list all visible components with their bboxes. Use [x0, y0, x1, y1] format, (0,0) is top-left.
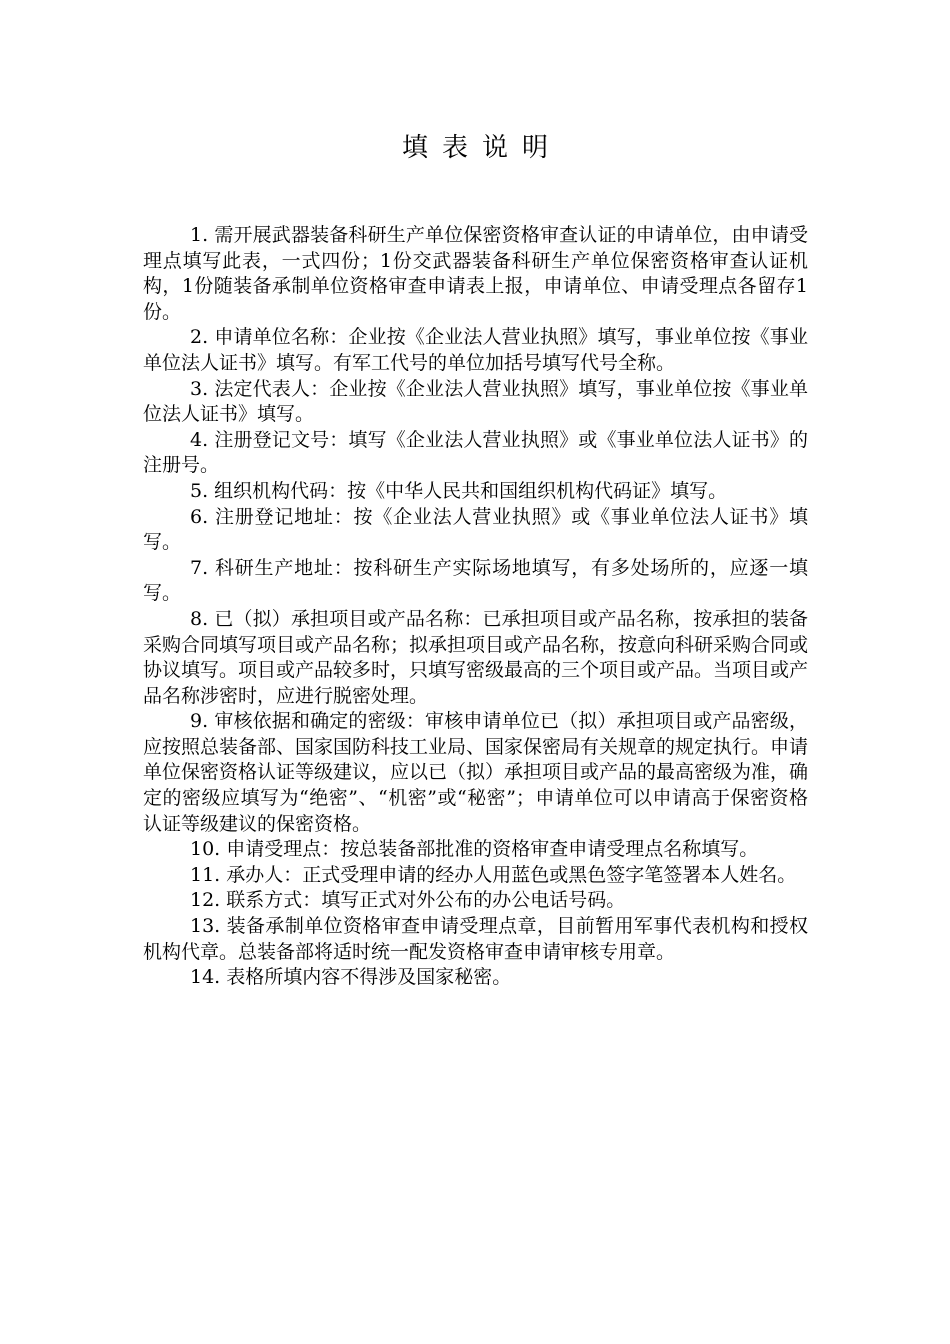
instruction-item-7: 7. 科研生产地址：按科研生产实际场地填写，有多处场所的，应逐一填写。 — [143, 556, 808, 605]
instruction-item-9: 9. 审核依据和确定的密级：审核申请单位已（拟）承担项目或产品密级，应按照总装备部、国家国防科技工业局、国家保密局有关规章的规定执行。申请单位保密资格认证等级建议，应以已（拟）承担项目或产品的最高密级为准，确定的密级应填写为“绝密”、“机密”或“秘密”；申请单位可以申请高于保密资格认证等级建议的保密资格。 — [143, 710, 809, 835]
instruction-item-4: 4. 注册登记文号：填写《企业法人营业执照》或《事业单位法人证书》的注册号。 — [143, 428, 808, 477]
instruction-item-6: 6. 注册登记地址：按《企业法人营业执照》或《事业单位法人证书》填写。 — [143, 505, 808, 554]
instruction-item-14: 14. 表格所填内容不得涉及国家秘密。 — [190, 966, 512, 989]
instruction-item-1: 1. 需开展武器装备科研生产单位保密资格审查认证的申请单位，由申请受理点填写此表，一式四份；1份交武器装备科研生产单位保密资格审查认证机构，1份随装备承制单位资格审查申请表上报，申请单位、申请受理点各留存1份。 — [143, 224, 808, 323]
instruction-item-3: 3. 法定代表人：企业按《企业法人营业执照》填写，事业单位按《事业单位法人证书》填写。 — [143, 377, 808, 426]
instruction-item-2: 2. 申请单位名称：企业按《企业法人营业执照》填写，事业单位按《事业单位法人证书》填写。有军工代号的单位加括号填写代号全称。 — [143, 326, 808, 374]
instruction-item-8: 8. 已（拟）承担项目或产品名称：已承担项目或产品名称，按承担的装备采购合同填写项目或产品名称；拟承担项目或产品名称，按意向科研采购合同或协议填写。项目或产品较多时，只填写密级最高的三个项目或产品。当项目或产品名称涉密时，应进行脱密处理。 — [143, 607, 809, 707]
instruction-item-13: 13. 装备承制单位资格审查申请受理点章，目前暂用军事代表机构和授权机构代章。总装备部将适时统一配发资格审查申请审核专用章。 — [143, 915, 808, 963]
instruction-item-10: 10. 申请受理点：按总装备部批准的资格审查申请受理点名称填写。 — [190, 838, 759, 861]
page-title: 填表说明 — [401, 133, 562, 163]
instructions-list — [143, 223, 808, 991]
instruction-item-5: 5. 组织机构代码：按《中华人民共和国组织机构代码证》填写。 — [190, 479, 728, 502]
instruction-item-11: 11. 承办人：正式受理申请的经办人用蓝色或黑色签字笔签署本人姓名。 — [190, 863, 797, 886]
instruction-item-12: 12. 联系方式：填写正式对外公布的办公电话号码。 — [190, 889, 626, 912]
